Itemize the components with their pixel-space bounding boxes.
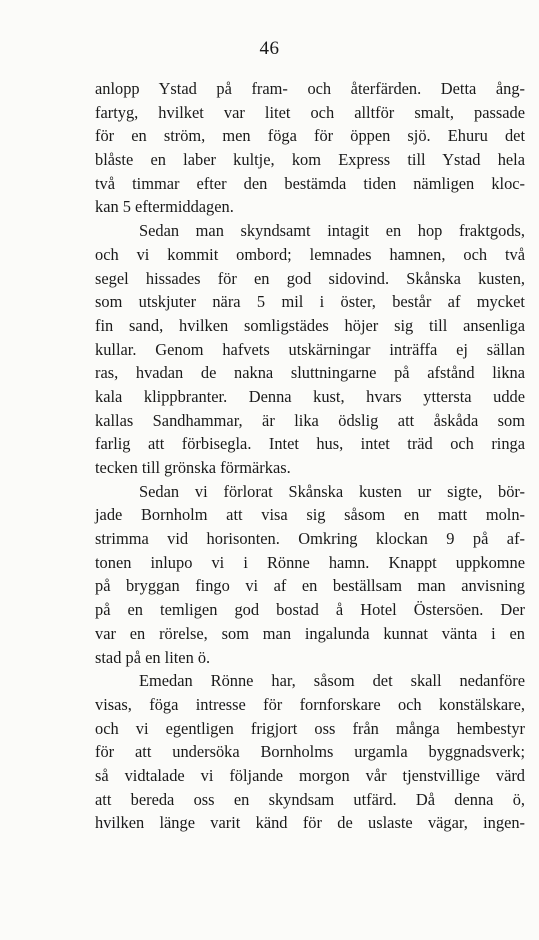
text-line: stad på en liten ö. — [95, 647, 211, 667]
text-line: farlig att förbisegla. Intet hus, intet träd och ringa — [95, 434, 525, 454]
text-line: så vidtalade vi följande morgon vår tjenstvillige värd — [95, 765, 525, 785]
text-line: tecken till grönska förmärkas. — [95, 458, 291, 477]
text-line: segel hissades för en god sidovind. Skånska kusten, — [95, 268, 525, 288]
text-line: kan 5 eftermiddagen. — [95, 197, 234, 217]
paragraph — [95, 219, 525, 480]
text-line: kala klippbranter. Denna kust, hvars yttersta udde — [95, 386, 525, 406]
text-line: och vi egentligen frigjort oss från många hembestyr — [95, 718, 525, 738]
paragraph — [95, 480, 525, 670]
body-text — [95, 77, 525, 835]
text-line: visas, föga intresse för fornforskare och konstälskare, — [95, 694, 525, 714]
text-line: två timmar efter den bestämda tiden nämligen kloc- — [95, 173, 525, 193]
paragraph — [95, 669, 525, 835]
text-line: anlopp Ystad på fram- och återfärden. Detta ång- — [95, 79, 525, 98]
text-line: tonen inlupo vi i Rönne hamn. Knappt uppkomne — [95, 552, 525, 572]
text-line: kullar. Genom hafvets utskärningar inträffa ej sällan — [95, 339, 525, 359]
text-line: att bereda oss en skyndsam utfärd. Då denna ö, — [95, 789, 525, 809]
text-line: strimma vid horisonten. Omkring klockan 9 på af- — [95, 529, 525, 549]
text-line: blåste en laber kultje, kom Express till Ystad hela — [95, 150, 525, 170]
text-line: kallas Sandhammar, är lika ödslig att åskåda som — [95, 410, 525, 430]
text-line: på en temligen god bostad å Hotel Östersöen. Der — [95, 600, 525, 620]
text-line: för en ström, men föga för öppen sjö. Ehuru det — [95, 126, 525, 146]
text-line: fin sand, hvilken somligstädes höjer sig till ansenliga — [95, 315, 525, 335]
text-line: fartyg, hvilket var litet och alltför smalt, passade — [95, 102, 525, 122]
text-line: som utskjuter nära 5 mil i öster, består af mycket — [95, 292, 525, 312]
text-line: för att undersöka Bornholms urgamla byggnadsverk; — [95, 742, 525, 762]
text-line: hvilken länge varit känd för de uslaste vägar, ingen- — [95, 813, 525, 833]
text-line: Emedan Rönne har, såsom det skall nedanföre — [139, 671, 525, 691]
text-line: på bryggan fingo vi af en beställsam man anvisning — [95, 576, 525, 596]
page-number: 46 — [259, 38, 280, 59]
paragraph — [95, 77, 525, 219]
text-line: ras, hvadan de nakna sluttningarne på afstånd likna — [95, 363, 525, 383]
text-line: jade Bornholm att visa sig såsom en matt moln- — [95, 505, 525, 525]
text-line: Sedan man skyndsamt intagit en hop fraktgods, — [139, 221, 525, 241]
text-line: Sedan vi förlorat Skånska kusten ur sigte, bör- — [139, 481, 525, 501]
text-line: och vi kommit ombord; lemnades hamnen, och två — [95, 244, 525, 264]
text-line: var en rörelse, som man ingalunda kunnat vänta i en — [95, 623, 525, 643]
